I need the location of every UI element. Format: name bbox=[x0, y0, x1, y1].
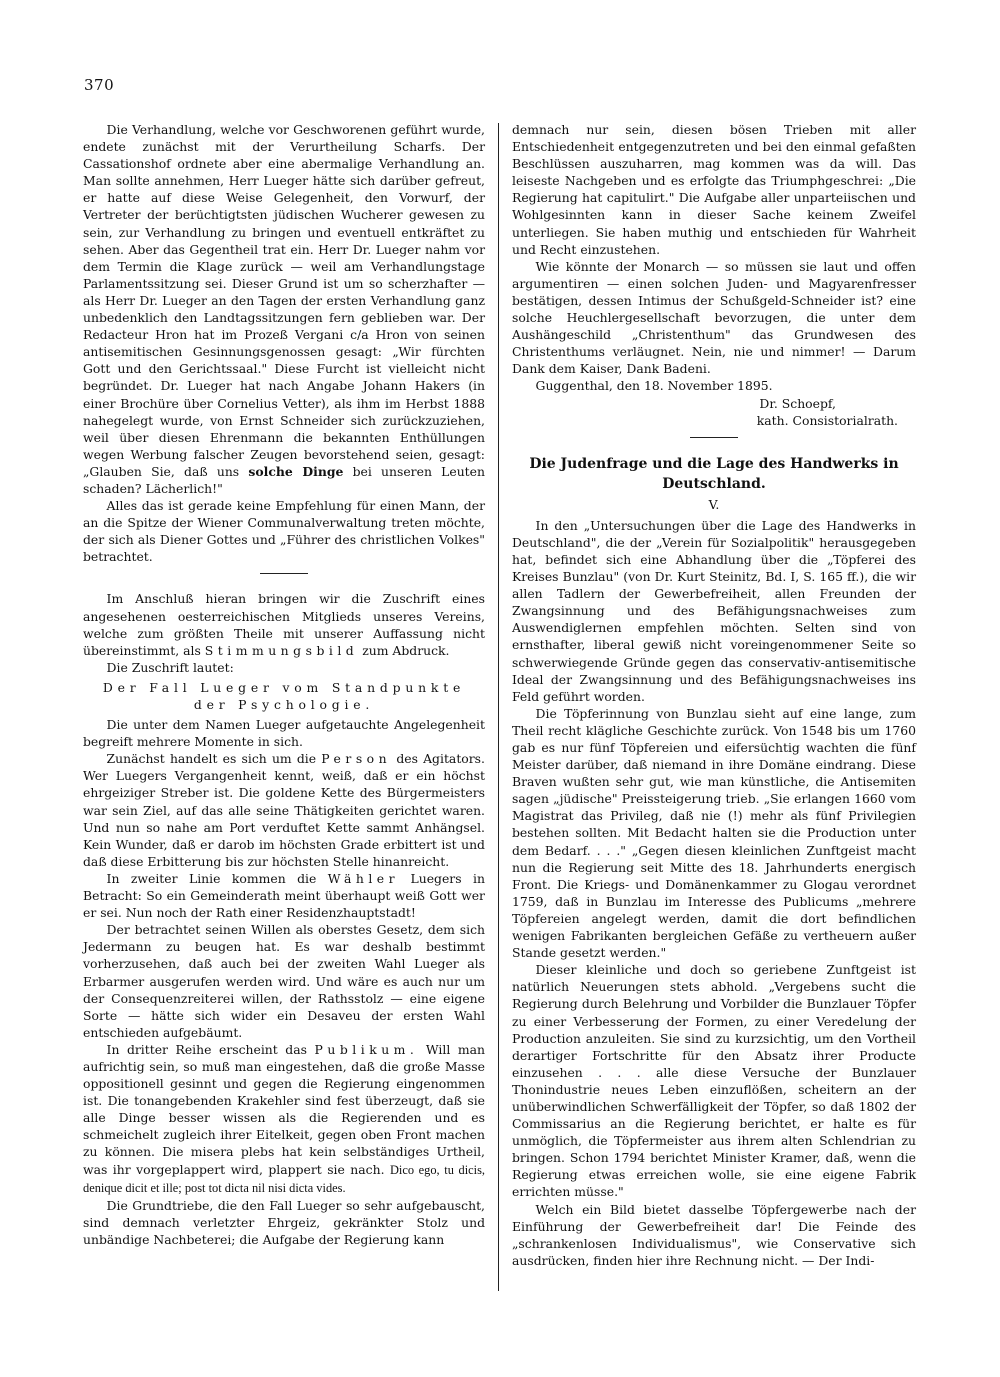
column-divider bbox=[498, 123, 499, 1291]
paragraph: Die Grundtriebe, die den Fall Lueger so sehr aufgebauscht, sind demnach verletzter Ehrgeiz, gekränkter Stolz und unbändige Nachbeterei; die Aufgabe der Regierung kann bbox=[83, 1197, 485, 1247]
paragraph: In den „Untersuchungen über die Lage des Handwerks in Deutschland", die der „Verein für Sozialpolitik" herausgegeben hat, befindet sich eine Abhandlung über die „Töpferei des Kreises Bunzlau" (von Dr. Kurt Steinitz, Bd. I, S. 165 ff.), die wir allen Tadlern der Gewerbefreiheit, allen Freunden der Zwangsinnung und des Befähigungsnachweises zum Auswendiglernen empfehlen möchten. Selten sind von ernsthafter, liberal gewiß nicht voreingenommener Seite so schwerwiegende Gründe gegen das conservativ-antisemitische Ideal der Zwangsinnung und des Befähigungsnachweises ins Feld geführt worden. bbox=[512, 517, 916, 704]
paragraph: Welch ein Bild bietet dasselbe Töpfergewerbe nach der Einführung der Gewerbefreiheit dar! Die Feinde des „schrankenlosen Individualismus", wie Conservative sich ausdrücken, finden hier ihre Rechnung nicht. — Der Indi- bbox=[512, 1201, 916, 1268]
paragraph-text: In zweiter Linie kommen die bbox=[106, 870, 317, 886]
paragraph-text: Luegers in Betracht: So ein Gemeinderath meint überhaupt weiß Gott wer er sei. Nun noch der Rath einer Residenzhauptstadt! bbox=[83, 870, 485, 921]
section-divider bbox=[690, 437, 738, 438]
paragraph-text: Zunächst handelt es sich um die bbox=[106, 751, 317, 767]
paragraph: demnach nur sein, diesen bösen Trieben mit aller Entschiedenheit entgegenzutreten und bei den einmal gefaßten Beschlüssen auszuharren, mag kommen was da will. Das leiseste Nachgeben und es erfolgte das Triumphgeschrei: „Die Regierung hat capitulirt." Die Aufgabe aller unparteiischen und Wohlgesinnten kann in dieser Sache keinem Zweifel unterliegen. Sie haben muthig und entschieden für Wahrheit und Recht einzustehen. bbox=[512, 122, 916, 257]
paragraph-text: zum Abdruck. bbox=[362, 642, 450, 658]
paragraph bbox=[83, 750, 485, 870]
paragraph-text: Die Verhandlung, welche vor Geschworenen geführt wurde, endete zunächst mit der Verurtheilung Scharfs. Der Cassationshof ordnete aber eine abermalige Verhandlung an. Man sollte annehmen, Herr Lueger hätte sich darüber gefreut, er hatte auf diese Weise Gelegenheit, den Vorwurf, der Vertreter der berüchtigtsten jüdischen Wucherer gewesen zu sein, zur Verhandlung zu bringen und eventuell entkräftet zu sehen. Aber das Gegentheil trat ein. Herr Dr. Lueger nahm vor dem Termin die Klage zurück — weil am Verhandlungstage Parlamentssitzung sei. Dieser Grund ist um so scherzhafter — als Herr Dr. Lueger an den Tagen der ersten Verhandlung ganz unbedenklich den Landtagssitzungen fern geblieben war. Der Redacteur Hron hat im Prozeß Vergani c/a Hron von seinen antisemitischen Gesinnungsgenossen gesagt: „Wir fürchten Gott und den Gerichtssaal." Diese Furcht ist vielleicht nicht begründet. Dr. Lueger hat nach Angabe Johann Hakers (in einer Brochüre über Cornelius Vetter), als ihm im Herbst 1888 nahegelegt wurde, von Ernst Schneider sich zurückzuziehen, weil über diesen Ehrenmann die bekannten Enthüllungen wegen Werbung falscher Zeugen bevorstehend seien, gesagt: „Glauben Sie, daß uns bbox=[83, 122, 485, 479]
paragraph-text: In dritter Reihe erscheint das bbox=[106, 1041, 307, 1057]
paragraph: Die Töpferinnung von Bunzlau sieht auf eine lange, zum Theil recht klägliche Geschichte zurück. Von 1548 bis um 1760 gab es nur fünf Töpfereien und eifersüchtig wachten die fünf Meister darüber, daß niemand in ihre Domäne eindrang. Diese Braven wußten sehr gut, wie man künstliche, die Antisemiten sagen „jüdische" Preissteigerung trieb. „Sie erlangen 1660 vom Magistrat das Privileg, daß nie (!) mehr als fünf Privilegien bestehen sollten. Mit Bedacht halten sie die Production unter dem Bedarf. . . ." „Gegen diesen kleinlichen Zunftgeist macht nun die Regierung seit Mitte des 18. Jahrhunderts energisch Front. Die Kriegs- und Domänenkammer zu Glogau verordnet 1759, daß in Bunzlau im Interesse des Publicums „mehrere Töpfereien angelegt werden, damit die dort befindlichen wenigen Fabrikanten bergleichen Gefäße zu vertheuern außer Stande gesetzt werden." bbox=[512, 705, 916, 961]
latin-quote: Dico ego, tu dicis, denique dicit et ille; post tot dicta nil nisi dicta vides. bbox=[83, 1162, 485, 1195]
signature-name: Dr. Schoepf, bbox=[759, 395, 836, 411]
paragraph: Wie könnte der Monarch — so müssen sie laut und offen argumentiren — einen solchen Juden- und Magyarenfresser bestätigen, dessen Intimus der Schußgeld-Schneider ist? eine solche Heuchlergesellschaft bevorzugen, die unter dem Aushängeschild „Christenthum" das Grundwesen des Christenthums verläugnet. Nein, nie und nimmer! — Darum Dank dem Kaiser, Dank Badeni. bbox=[512, 258, 916, 377]
spaced-emphasis: Stimmungsbild bbox=[204, 642, 359, 658]
paragraph: Die unter dem Namen Lueger aufgetauchte Angelegenheit begreift mehrere Momente in sich. bbox=[83, 717, 485, 750]
paragraph: Dieser kleinliche und doch so geriebene Zunftgeist ist natürlich Neuerungen stets abhold. „Vergebens sucht die Regierung durch Belehrung und Vorbilder die Bunzlauer Töpfer zu einer Verbesserung der Formen, zu einer Veredelung der Production anzuleiten. Sie sind zu kurzsichtig, um den Vortheil derartiger Fortschritte für den Absatz ihrer Producte einzusehen . . . alle diese Versuche der Bunzlauer Thonindustrie neues Leben einzuflößen, scheitern an der unüberwindlichen Schwerfälligkeit der Töpfer, so daß 1802 der Commissarius an die Regierung berichtet, er halte es für unmöglich, die Töpfermeister aus ihrem alten Schlendrian zu bringen. Schon 1794 berichtet Minister Kramer, daß, wenn die Regierung etwas erreichen wolle, sie eine eigene Fabrik errichten müsse." bbox=[512, 962, 916, 1200]
paragraph bbox=[83, 590, 485, 658]
paragraph-text: Will man aufrichtig sein, so muß man eingestehen, daß die große Masse oppositionell gesinnt und gegen die Regierung eingenommen ist. Die tonangebenden Krakehler sind fest überzeugt, daß sie alle Dinge besser wissen als die Regierenden und es schmeichelt zugleich ihrer Eitelkeit, gegen oben Front machen zu können. Die misera plebs hat kein selbständiges Urtheil, was ihr vorgeplappert wird, plappert sie nach. bbox=[83, 1041, 485, 1177]
paragraph: Der betrachtet seinen Willen als oberstes Gesetz, dem sich Jedermann zu beugen hat. Es war deshalb bestimmt vorherzusehen, daß auch bei der zweiten Wahl Lueger als Erbarmer ausgerufen werden wird. Und wäre es auch nur um der Consequenzreiterei willen, der Rathsstolz — eine eigene Sorte — hätte sich wider ein Desaveu der ersten Wahl entschieden aufgebäumt. bbox=[83, 922, 485, 1040]
paragraph: Alles das ist gerade keine Empfehlung für einen Mann, der an die Spitze der Wiener Communalverwaltung treten möchte, der sich als Diener Gottes und „Führer des christlichen Volkes" betrachtet. bbox=[83, 498, 485, 565]
paragraph bbox=[83, 121, 485, 497]
paragraph-text: Im Anschluß hieran bringen wir die Zuschrift eines angesehenen oesterreichischen Mitglieds unseres Vereins, welche zum größten Theile mit unserer Auffassung nicht übereinstimmt, als bbox=[83, 591, 485, 658]
emphasis-text: solche Dinge bbox=[248, 463, 344, 479]
spaced-emphasis: Publikum. bbox=[314, 1041, 419, 1057]
page-number: 370 bbox=[84, 76, 115, 94]
paragraph-text: bei unseren Leuten schaden? Lächerlich!" bbox=[83, 463, 485, 496]
spaced-emphasis: Person bbox=[321, 751, 392, 767]
letter-date: Guggenthal, den 18. November 1895. bbox=[535, 378, 773, 394]
section-divider bbox=[260, 573, 308, 574]
paragraph bbox=[83, 870, 485, 921]
letter-subtitle: Der Fall Lueger vom Standpunkte der Psychologie. bbox=[102, 679, 466, 712]
article-title: Die Judenfrage und die Lage des Handwerks in Deutschland. bbox=[529, 455, 899, 492]
paragraph bbox=[83, 1041, 485, 1197]
left-column bbox=[83, 121, 485, 1296]
spaced-emphasis: Wähler bbox=[327, 870, 400, 886]
article-part-number: V. bbox=[708, 496, 720, 512]
paragraph: Die Zuschrift lautet: bbox=[106, 659, 234, 675]
paragraph-text: des Agitators. Wer Luegers Vergangenheit kennt, weiß, daß er ein höchst ehrgeiziger Streber ist. Die goldene Kette des Bürgermeisters war sein Ziel, auf das alle seine Thätigkeiten gerichtet waren. Und nun so nahe am Port verduftet Kette sammt Anhängsel. Kein Wunder, daß er darob im höchsten Grade erbittert ist und daß diese Erbitterung bis zur höchsten Stelle hinanreicht. bbox=[83, 751, 485, 869]
signature-title: kath. Consistorialrath. bbox=[756, 412, 898, 428]
right-column bbox=[512, 121, 916, 1296]
